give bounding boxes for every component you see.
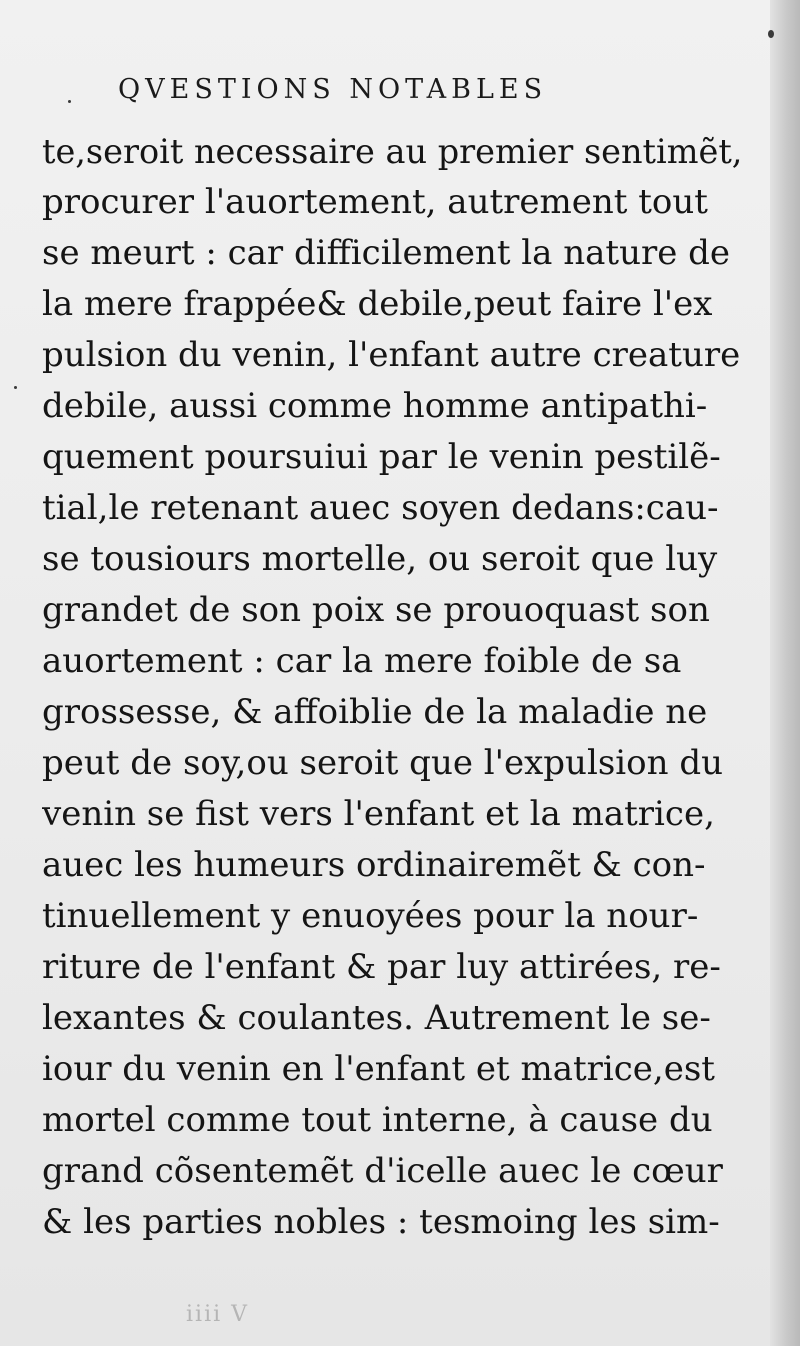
ink-speck: [68, 100, 71, 103]
ink-speck: [768, 30, 774, 38]
text-line: peut de soy,ou seroit que l'expulsion du: [42, 743, 723, 783]
text-line: auec les humeurs ordinairemẽt & con-: [42, 845, 706, 885]
page-edge-shadow: [770, 0, 800, 1346]
text-line: lexantes & coulantes. Autrement le se-: [42, 998, 711, 1038]
text-line: riture de l'enfant & par luy attirées, re-: [42, 947, 721, 987]
text-line: grand cõsentemẽt d'icelle auec le cœur: [42, 1151, 723, 1191]
text-line: tial,le retenant auec soyen dedans:cau-: [42, 488, 719, 528]
text-line: auortement : car la mere foible de sa: [42, 641, 682, 681]
text-line: & les parties nobles : tesmoing les sim-: [42, 1202, 720, 1242]
body-text: [42, 126, 742, 1248]
text-line: la mere frappée& debile,peut faire l'ex: [42, 284, 713, 324]
text-line: grandet de son poix se prouoquast son: [42, 590, 710, 630]
text-line: grossesse, & affoiblie de la maladie ne: [42, 692, 708, 732]
signature-mark: iiii V: [186, 1302, 250, 1327]
text-line: se tousiours mortelle, ou seroit que luy: [42, 539, 718, 579]
running-head: QVESTIONS NOTABLES: [118, 74, 548, 105]
text-line: iour du venin en l'enfant et matrice,est: [42, 1049, 715, 1089]
text-line: pulsion du venin, l'enfant autre creature: [42, 335, 741, 375]
text-line: debile, aussi comme homme antipathi-: [42, 386, 708, 426]
text-line: mortel comme tout interne, à cause du: [42, 1100, 713, 1140]
text-line: quement poursuiui par le venin pestilẽ-: [42, 437, 721, 477]
text-line: procurer l'auortement, autrement tout: [42, 182, 708, 222]
text-line: venin se fist vers l'enfant et la matrice,: [42, 794, 715, 834]
text-line: tinuellement y enuoyées pour la nour-: [42, 896, 699, 936]
text-line: se meurt : car difficilement la nature de: [42, 233, 731, 273]
ink-speck: [14, 386, 17, 389]
text-line: te,seroit necessaire au premier sentimẽt,: [42, 132, 742, 171]
